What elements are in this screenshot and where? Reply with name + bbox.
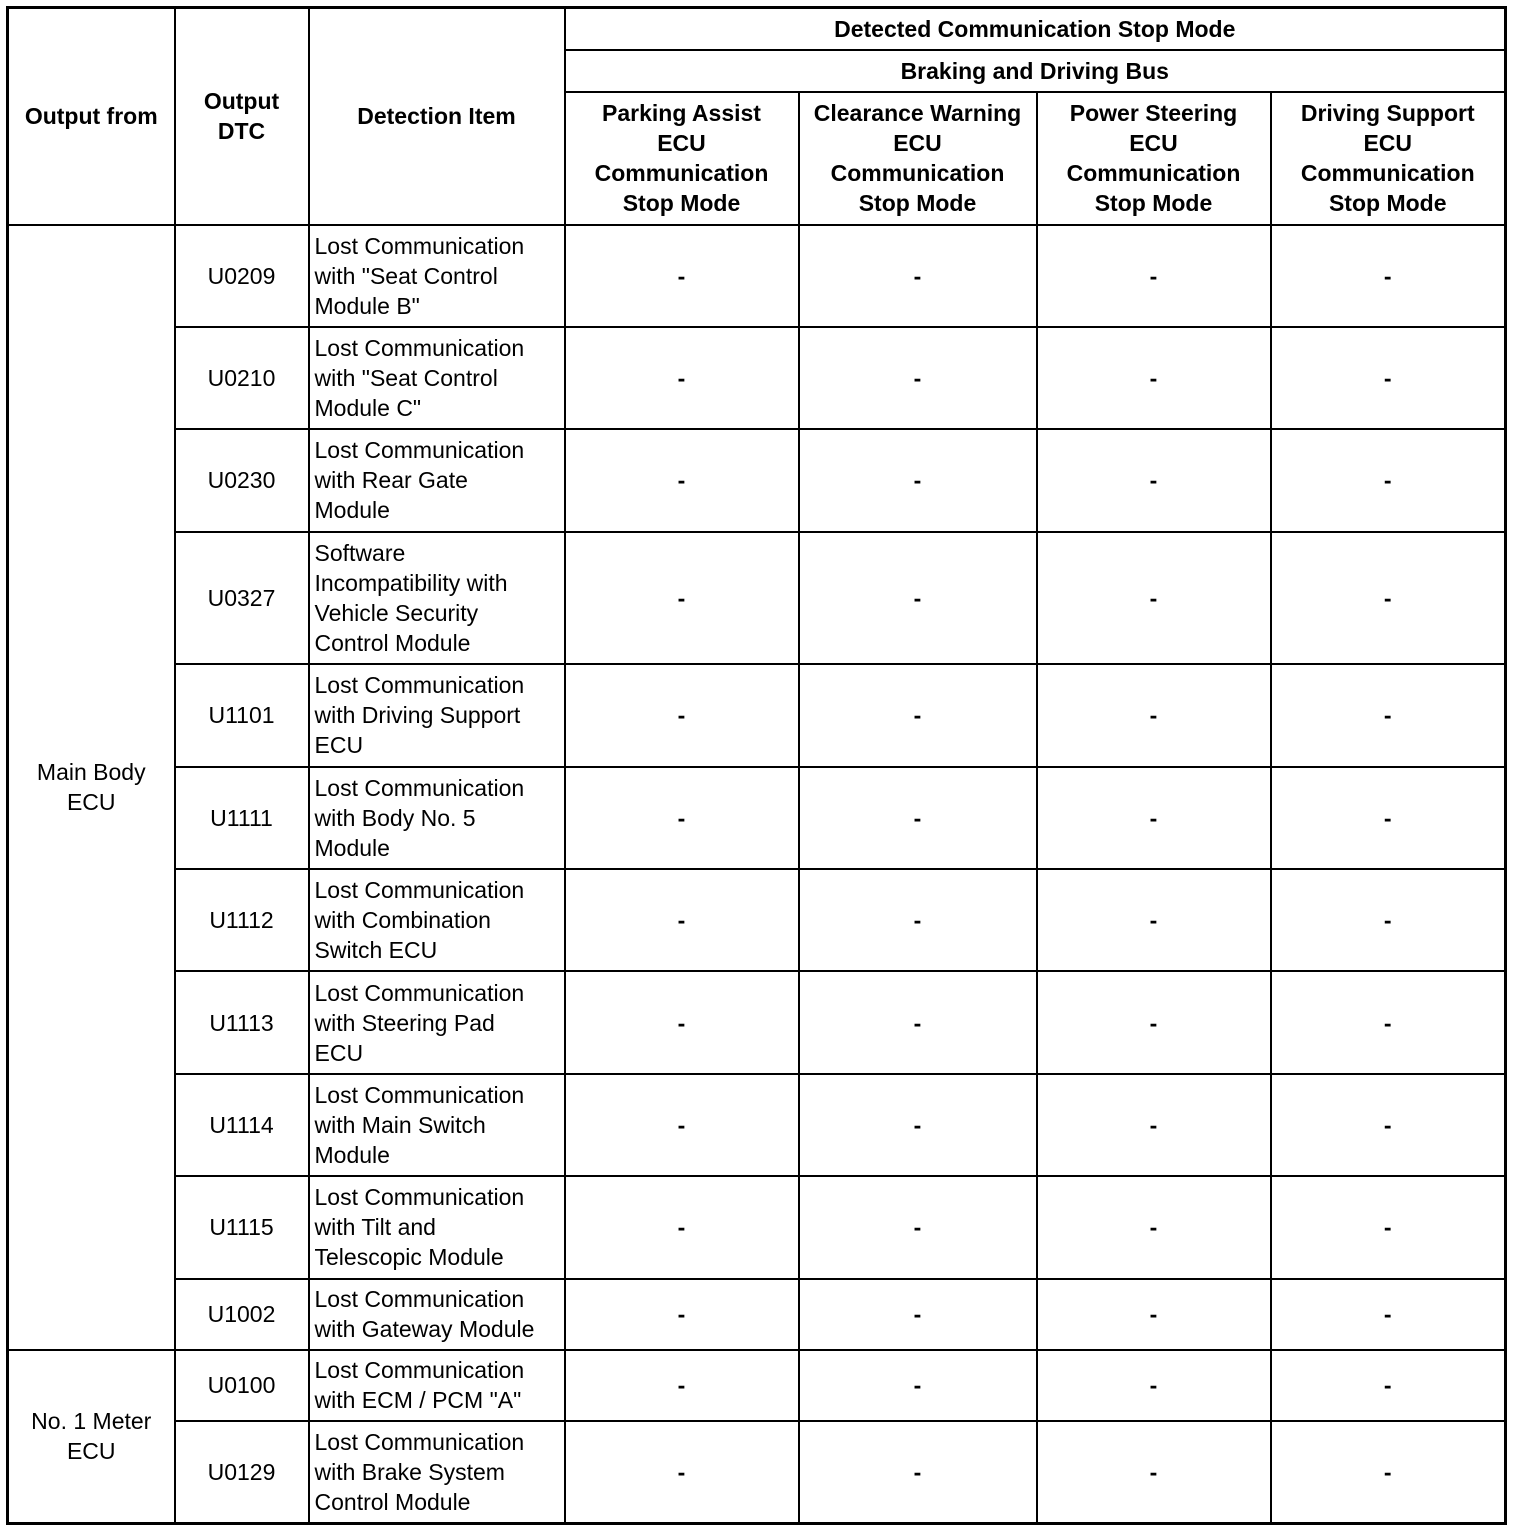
stop-mode-cell: - [565, 1421, 799, 1523]
stop-mode-cell: - [1037, 532, 1271, 665]
dtc-code: U1101 [175, 664, 309, 766]
table-header [8, 8, 1506, 225]
stop-mode-cell: - [1037, 767, 1271, 869]
header-mode-line: ECU [893, 130, 942, 156]
stop-mode-cell: - [1037, 869, 1271, 971]
detection-item-line: with Tilt and [314, 1214, 436, 1241]
detection-item-line: with Brake System [314, 1459, 505, 1486]
detection-item-line: Software [314, 539, 406, 566]
detection-item-line: Telescopic Module [314, 1244, 504, 1271]
output-from-cell-line: ECU [66, 789, 116, 816]
dtc-code: U1002 [175, 1279, 309, 1350]
output-from-cell-line: No. 1 Meter [31, 1408, 152, 1435]
detection-item [309, 1176, 565, 1278]
header-mode-line: Communication [1300, 160, 1475, 186]
dtc-code: U0129 [175, 1421, 309, 1523]
header-output-dtc-line: DTC [217, 118, 266, 145]
table-row [8, 1074, 1506, 1176]
detection-item-line: Switch ECU [314, 937, 438, 964]
detection-item-line: Lost Communication [314, 1357, 525, 1384]
stop-mode-cell: - [565, 767, 799, 869]
detection-item-line: Lost Communication [314, 979, 525, 1006]
table-row [8, 1421, 1506, 1523]
detection-item-line: Module B" [314, 292, 420, 319]
stop-mode-cell: - [565, 327, 799, 429]
stop-mode-cell: - [1271, 971, 1506, 1073]
detection-item [309, 1350, 565, 1421]
detection-item [309, 1421, 565, 1523]
stop-mode-cell: - [1037, 327, 1271, 429]
dtc-code: U0209 [175, 225, 309, 327]
dtc-code: U1112 [175, 869, 309, 971]
header-detection-item: Detection Item [309, 8, 565, 225]
table-row [8, 225, 1506, 327]
stop-mode-cell: - [799, 1279, 1037, 1350]
stop-mode-cell: - [1037, 429, 1271, 531]
stop-mode-cell: - [565, 869, 799, 971]
stop-mode-cell: - [799, 767, 1037, 869]
detection-item-line: Incompatibility with [314, 569, 508, 596]
table-row [8, 971, 1506, 1073]
detection-item-line: Lost Communication [314, 1184, 525, 1211]
header-detected-mode: Detected Communication Stop Mode [565, 8, 1506, 50]
stop-mode-cell: - [565, 1279, 799, 1350]
header-mode-clearance-warning [799, 92, 1037, 225]
detection-item [309, 971, 565, 1073]
stop-mode-cell: - [565, 1074, 799, 1176]
stop-mode-cell: - [799, 971, 1037, 1073]
stop-mode-cell: - [565, 971, 799, 1073]
stop-mode-cell: - [1037, 225, 1271, 327]
stop-mode-cell: - [1271, 327, 1506, 429]
detection-item-line: Lost Communication [314, 672, 525, 699]
detection-item-line: Lost Communication [314, 232, 525, 259]
detection-item-line: Lost Communication [314, 437, 525, 464]
header-mode-line: Stop Mode [1094, 190, 1213, 216]
detection-item-line: Control Module [314, 1489, 471, 1516]
detection-item-line: Lost Communication [314, 335, 525, 362]
header-output-dtc [175, 8, 309, 225]
detection-item-line: Module [314, 1141, 390, 1168]
output-from-cell [8, 225, 175, 1350]
detection-item-line: Lost Communication [314, 877, 525, 904]
header-output-dtc-line: Output [203, 88, 280, 115]
detection-item [309, 664, 565, 766]
detection-item-line: with Driving Support [314, 702, 521, 729]
header-mode-parking-assist [565, 92, 799, 225]
detection-item-line: Module C" [314, 395, 422, 422]
detection-item-line: with Main Switch [314, 1111, 486, 1138]
detection-item [309, 1074, 565, 1176]
header-mode-line: Clearance Warning [813, 100, 1022, 126]
stop-mode-cell: - [799, 532, 1037, 665]
dtc-code: U0100 [175, 1350, 309, 1421]
stop-mode-cell: - [1271, 767, 1506, 869]
table-row [8, 532, 1506, 665]
stop-mode-cell: - [1037, 664, 1271, 766]
header-mode-line: Communication [830, 160, 1005, 186]
detection-item-line: Lost Communication [314, 1081, 525, 1108]
stop-mode-cell: - [565, 532, 799, 665]
detection-item-line: ECU [314, 732, 364, 759]
header-output-from: Output from [8, 8, 175, 225]
detection-item [309, 767, 565, 869]
stop-mode-cell: - [1271, 1074, 1506, 1176]
stop-mode-cell: - [799, 429, 1037, 531]
stop-mode-cell: - [1037, 1176, 1271, 1278]
header-mode-driving-support [1271, 92, 1506, 225]
stop-mode-cell: - [1271, 532, 1506, 665]
detection-item-line: with Body No. 5 [314, 804, 476, 831]
stop-mode-cell: - [1271, 1421, 1506, 1523]
header-mode-power-steering [1037, 92, 1271, 225]
header-mode-line: Power Steering [1069, 100, 1238, 126]
stop-mode-cell: - [1271, 225, 1506, 327]
table-row [8, 1279, 1506, 1350]
detection-item [309, 869, 565, 971]
stop-mode-cell: - [799, 869, 1037, 971]
table-row [8, 1350, 1506, 1421]
stop-mode-cell: - [1271, 1279, 1506, 1350]
stop-mode-cell: - [1037, 1421, 1271, 1523]
stop-mode-cell: - [799, 225, 1037, 327]
detection-item [309, 532, 565, 665]
table-row [8, 1176, 1506, 1278]
stop-mode-cell: - [1271, 664, 1506, 766]
stop-mode-cell: - [1271, 1350, 1506, 1421]
detection-item-line: Control Module [314, 629, 471, 656]
detection-item-line: Module [314, 834, 390, 861]
table-row [8, 327, 1506, 429]
table-row [8, 767, 1506, 869]
detection-item [309, 429, 565, 531]
stop-mode-cell: - [1271, 429, 1506, 531]
detection-item-line: with ECM / PCM "A" [314, 1387, 522, 1414]
output-from-cell-line: ECU [66, 1438, 116, 1465]
stop-mode-cell: - [799, 1350, 1037, 1421]
dtc-code: U1115 [175, 1176, 309, 1278]
stop-mode-cell: - [799, 327, 1037, 429]
detection-item-line: with Gateway Module [314, 1316, 535, 1343]
header-mode-line: Communication [1066, 160, 1241, 186]
detection-item [309, 225, 565, 327]
stop-mode-cell: - [799, 1074, 1037, 1176]
detection-item-line: with "Seat Control [314, 365, 498, 392]
header-mode-line: ECU [657, 130, 706, 156]
table-row [8, 429, 1506, 531]
output-from-cell-line: Main Body [36, 759, 146, 786]
table-body [8, 225, 1506, 1524]
detection-item [309, 1279, 565, 1350]
dtc-code: U0210 [175, 327, 309, 429]
stop-mode-cell: - [565, 429, 799, 531]
stop-mode-cell: - [565, 225, 799, 327]
stop-mode-cell: - [799, 1421, 1037, 1523]
table-row [8, 869, 1506, 971]
dtc-code: U1111 [175, 767, 309, 869]
dtc-table [6, 6, 1507, 1525]
detection-item-line: Vehicle Security [314, 599, 479, 626]
header-mode-line: Communication [594, 160, 769, 186]
detection-item-line: Lost Communication [314, 1286, 525, 1313]
dtc-code: U0327 [175, 532, 309, 665]
header-mode-line: Driving Support [1300, 100, 1475, 126]
stop-mode-cell: - [1037, 1350, 1271, 1421]
stop-mode-cell: - [1037, 1074, 1271, 1176]
stop-mode-cell: - [565, 1350, 799, 1421]
header-mode-line: ECU [1363, 130, 1413, 156]
table-row [8, 664, 1506, 766]
detection-item [309, 327, 565, 429]
detection-item-line: Lost Communication [314, 774, 525, 801]
detection-item-line: with "Seat Control [314, 262, 498, 289]
header-mode-line: Stop Mode [1328, 190, 1447, 216]
stop-mode-cell: - [1037, 1279, 1271, 1350]
detection-item-line: Lost Communication [314, 1429, 525, 1456]
dtc-code: U1113 [175, 971, 309, 1073]
header-bus: Braking and Driving Bus [565, 50, 1506, 92]
detection-item-line: ECU [314, 1039, 364, 1066]
detection-item-line: with Steering Pad [314, 1009, 495, 1036]
stop-mode-cell: - [1271, 869, 1506, 971]
stop-mode-cell: - [565, 664, 799, 766]
header-mode-line: Parking Assist [602, 100, 761, 126]
detection-item-line: with Combination [314, 907, 491, 934]
dtc-code: U1114 [175, 1074, 309, 1176]
header-mode-line: Stop Mode [622, 190, 741, 216]
stop-mode-cell: - [1271, 1176, 1506, 1278]
detection-item-line: with Rear Gate [314, 467, 468, 494]
stop-mode-cell: - [799, 664, 1037, 766]
output-from-cell [8, 1350, 175, 1524]
stop-mode-cell: - [1037, 971, 1271, 1073]
stop-mode-cell: - [799, 1176, 1037, 1278]
header-mode-line: Stop Mode [858, 190, 977, 216]
stop-mode-cell: - [565, 1176, 799, 1278]
dtc-code: U0230 [175, 429, 309, 531]
header-mode-line: ECU [1129, 130, 1178, 156]
detection-item-line: Module [314, 497, 390, 524]
